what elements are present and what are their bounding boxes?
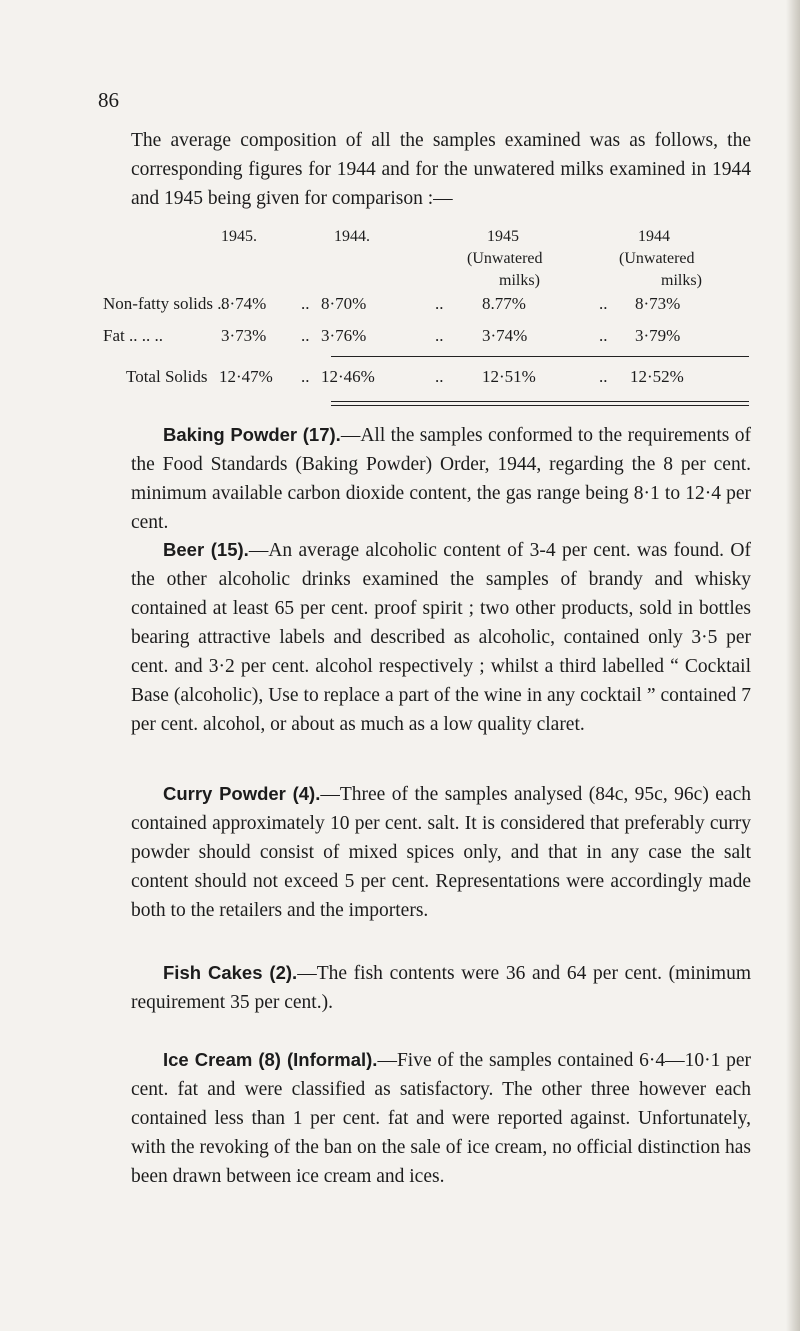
composition-table — [103, 228, 751, 386]
row-label-total-solids: Total Solids — [126, 367, 208, 386]
value-total-1944-unwatered: 12·52% — [630, 367, 684, 386]
section-heading: Ice Cream (8) (Informal). — [163, 1049, 378, 1070]
section-heading: Baking Powder (17). — [163, 424, 341, 445]
section-heading: Fish Cakes (2). — [163, 962, 298, 983]
separator: .. — [435, 326, 444, 345]
separator: .. — [301, 326, 310, 345]
value-nfs-1944: 8·70% — [321, 294, 367, 313]
separator: .. — [599, 326, 608, 345]
page-edge — [786, 0, 800, 1331]
table-rule-bottom — [331, 401, 749, 402]
value-fat-1944: 3·76% — [321, 326, 367, 345]
col-header-1944: 1944. — [334, 228, 370, 245]
section-baking-powder — [131, 420, 751, 537]
value-nfs-1945: 8·74% — [221, 294, 267, 313]
section-text: —An average alcoholic content of 3-4 per cent. was found. Of the other alcoholic drinks examined the samples of brandy and whisky contained at least 65 per cent. proof spirit ; two other products, sold in bottles bearing attractive labels and described as alcoholic, contained only 3·5 per cent. and 3·2 per cent. alcohol respectively ; whilst a third labelled “ Cocktail Base (alcoholic), Use to replace a part of the wine in any cocktail ” contained 7 per cent. alcohol, or about as much as a low quality claret. — [131, 540, 751, 735]
value-fat-1945-unwatered: 3·74% — [482, 326, 528, 345]
separator: .. — [301, 367, 310, 386]
section-text: —Three of the samples analysed (84c, 95c, 96c) each contained approximately 10 per cent. salt. It is considered that preferably curry powder should consist of mixed spices only, and that in any case the salt content should not exceed 5 per cent. Representations were accordingly made both to the retailers and the importers. — [131, 784, 751, 921]
section-fish-cakes — [131, 958, 751, 1017]
value-fat-1945: 3·73% — [221, 326, 267, 345]
value-nfs-1945-unwatered: 8.77% — [482, 294, 526, 313]
col-header-1945-unwatered: 1945 — [487, 228, 519, 245]
section-text: —All the samples conformed to the requirements of the Food Standards (Baking Powder) Order, 1944, regarding the 8 per cent. minimum available carbon dioxide content, the gas range being 8·1 to 12·4 per cent. — [131, 425, 751, 533]
separator: .. — [599, 367, 608, 386]
section-text: —Five of the samples contained 6·4—10·1 per cent. fat and were classified as satisfactory. The other three however each contained less than 1 per cent. fat and were reported against. Unfortunately, with the revoking of the ban on the sale of ice cream, no official distinction has been drawn between ice cream and ices. — [131, 1050, 751, 1187]
col-header-1944-note2: milks) — [661, 272, 702, 289]
row-label-non-fatty-solids: Non-fatty solids .. — [103, 294, 226, 313]
col-header-1944-unwatered: 1944 — [638, 228, 670, 245]
table-rule-bottom-double — [331, 405, 749, 406]
value-nfs-1944-unwatered: 8·73% — [635, 294, 681, 313]
separator: .. — [435, 294, 444, 313]
separator: .. — [435, 367, 444, 386]
section-beer — [131, 535, 751, 739]
separator: .. — [599, 294, 608, 313]
col-header-1945-note2: milks) — [499, 272, 540, 289]
section-text: —The fish contents were 36 and 64 per cent. (minimum requirement 35 per cent.). — [131, 963, 751, 1013]
value-total-1944: 12·46% — [321, 367, 375, 386]
col-header-1945: 1945. — [221, 228, 257, 245]
section-ice-cream — [131, 1045, 751, 1191]
value-total-1945: 12·47% — [219, 367, 273, 386]
intro-paragraph: The average composition of all the samples examined was as follows, the corresponding figures for 1944 and for the unwatered milks examined in 1944 and 1945 being given for comparison :— — [131, 130, 751, 209]
table-rule-top — [331, 356, 749, 357]
col-header-1945-note: (Unwatered — [467, 250, 543, 267]
separator: .. — [301, 294, 310, 313]
value-total-1945-unwatered: 12·51% — [482, 367, 536, 386]
row-label-fat: Fat .. .. .. — [103, 326, 163, 345]
col-header-1944-note: (Unwatered — [619, 250, 695, 267]
section-heading: Curry Powder (4). — [163, 783, 321, 804]
value-fat-1944-unwatered: 3·79% — [635, 326, 681, 345]
section-curry-powder — [131, 779, 751, 925]
page-number: 86 — [98, 88, 119, 112]
section-heading: Beer (15). — [163, 539, 249, 560]
